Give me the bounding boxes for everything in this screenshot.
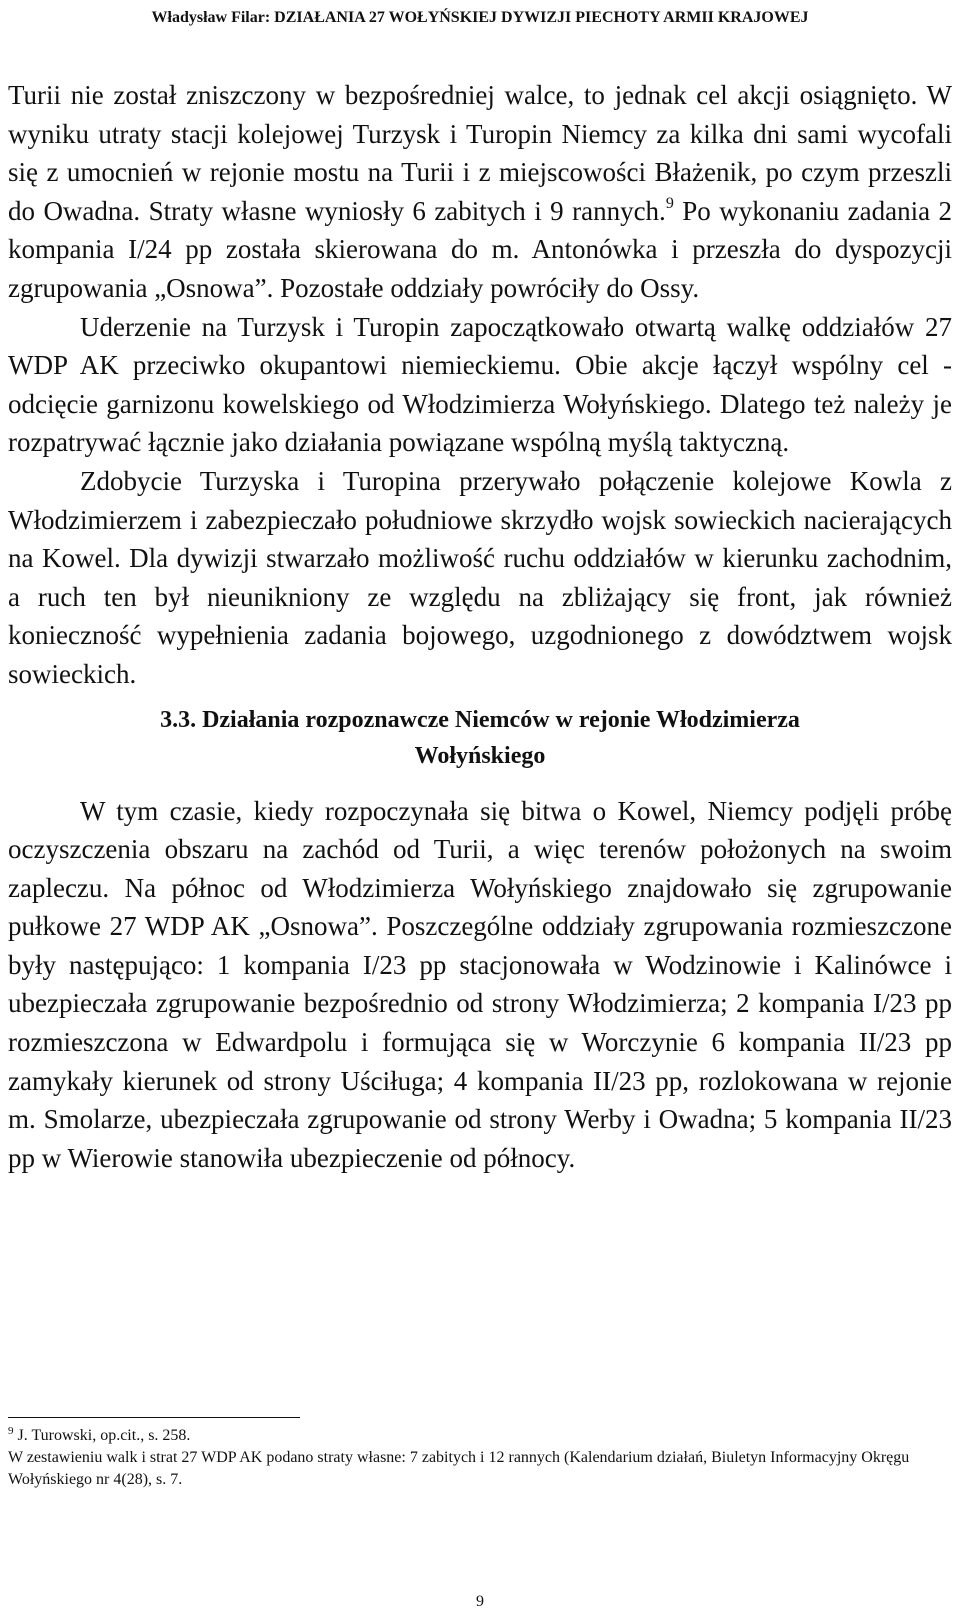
footnote-number: 9 xyxy=(8,1425,14,1437)
footnote-item xyxy=(8,1425,952,1447)
paragraph-continued xyxy=(8,76,952,308)
paragraph: Uderzenie na Turzysk i Turopin zapoczątkowało otwartą walkę oddziałów 27 WDP AK przeciwko okupantowi niemieckiemu. Obie akcje łączył wspólny cel - odcięcie garnizonu kowelskiego od Włodzimierza Wołyńskiego. Dlatego też należy je rozpatrywać łącznie jako działania powiązane wspólną myślą taktyczną. xyxy=(8,311,952,458)
section-heading-line: Wołyńskiego xyxy=(414,742,546,769)
footnote-text: J. Turowski, op.cit., s. 258. xyxy=(17,1427,191,1444)
footnote-separator xyxy=(8,1417,300,1418)
footnotes xyxy=(8,1425,952,1491)
paragraph-text: Po wykonaniu zadania 2 kompania I/24 pp została skierowana do m. Antonówka i przeszła do dyspozycji zgrupowania „Osnowa”. Pozostałe oddziały powróciły do Ossy. xyxy=(8,195,953,303)
footnote-reference[interactable]: 9 xyxy=(665,194,674,212)
running-header: Władysław Filar: DZIAŁANIA 27 WOŁYŃSKIEJ DYWIZJI PIECHOTY ARMII KRAJOWEJ xyxy=(151,9,809,26)
main-text xyxy=(8,76,952,1177)
section-heading xyxy=(8,702,952,774)
paragraph: W tym czasie, kiedy rozpoczynała się bitwa o Kowel, Niemcy podjęli próbę oczyszczenia obszaru na zachód od Turii, a więc terenów położonych na swoim zapleczu. Na północ od Włodzimierza Wołyńskiego znajdowało się zgrupowanie pułkowe 27 WDP AK „Osnowa”. Poszczególne oddziały zgrupowania rozmieszczone były następująco: 1 kompania I/23 pp stacjonowała w Wodzinowie i Kalinówce i ubezpieczała zgrupowanie bezpośrednio od strony Włodzimierza; 2 kompania I/23 pp rozmieszczona w Edwardpolu i formująca się w Worczynie 6 kompania II/23 pp zamykały kierunek od strony Uściługa; 4 kompania II/23 pp, rozlokowana w rejonie m. Smolarze, ubezpieczała zgrupowanie od strony Werby i Owadna; 5 kompania II/23 pp w Wierowie stanowiła ubezpieczenie od północy. xyxy=(8,795,952,1173)
paragraph-text: Turii nie został zniszczony w bezpośredniej walce, to jednak cel akcji osiągnięto. W wyniku utraty stacji kolejowej Turzysk i Turopin Niemcy za kilka dni sami wycofali się z umocnień w rejonie mostu na Turii i z miejscowości Błażenik, po czym przeszli do Owadna. Straty własne wyniosły 6 zabitych i 9 rannych. xyxy=(8,80,952,226)
document-page xyxy=(8,0,952,1616)
page-number: 9 xyxy=(476,1593,484,1610)
section-heading-line: 3.3. Działania rozpoznawcze Niemców w rejonie Włodzimierza xyxy=(160,706,800,733)
paragraph: Zdobycie Turzyska i Turopina przerywało połączenie kolejowe Kowla z Włodzimierzem i zabezpieczało południowe skrzydło wojsk sowieckich nacierających na Kowel. Dla dywizji stwarzało możliwość ruchu oddziałów w kierunku zachodnim, a ruch ten był nieunikniony ze względu na zbliżający się front, jak również konieczność wypełnienia zadania bojowego, uzgodnionego z dowództwem wojsk sowieckich. xyxy=(8,465,952,689)
footnote-item: W zestawieniu walk i strat 27 WDP AK podano straty własne: 7 zabitych i 12 rannych (Kalendarium działań, Biuletyn Informacyjny Okręgu Wołyńskiego nr 4(28), s. 7. xyxy=(8,1449,910,1488)
